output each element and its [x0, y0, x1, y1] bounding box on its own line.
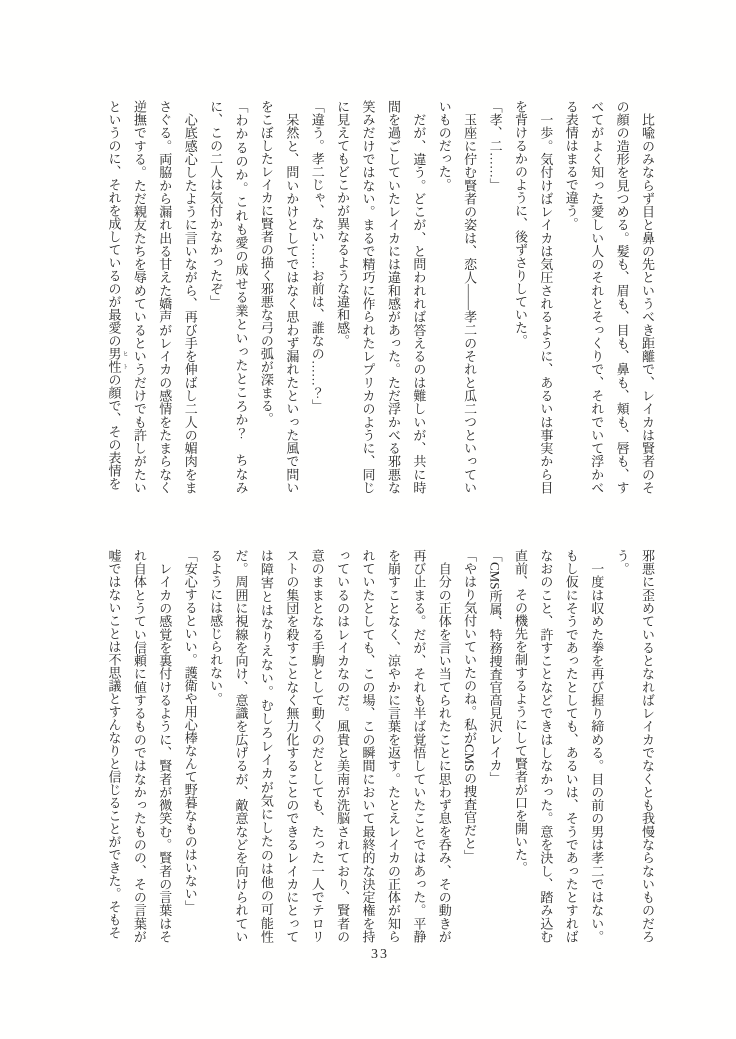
paragraph: レイカの感覚を裏付けるように、賢者が微笑む。賢者の言葉はそれ自体とうてい信頼に値するものではなかったものの、その言葉が嘘ではないことは不思議とすんなりと信じることができた。そもそ	[106, 549, 173, 943]
page-number: 33	[371, 947, 389, 962]
paragraph: 「CMS所属、特務捜査官高見沢レイカ」	[487, 549, 503, 785]
text-block-lower	[100, 549, 660, 943]
paragraph: 自分の正体を言い当てられたことに思わず息を呑み、その動きが再び止まる。だが、それも半ば覚悟していたことではあった。平静を崩すことなく、涼やかに言葉を返す。たとえレイカの正体が知られていたとしても、この場、この瞬間において最終的な決定権を持っているのはレイカなのだ。風貴と美南が洗脳されており、賢者の意のままとなる手駒として動くのだとしても、たった一人でテロリストの集団を殺すことなく無力化することのできるレイカにとっては障害とはなりえない。むしろレイカが気にしたのは他の可能性だ。周囲に視線を向け、意識を広げるが、敵意などを向けられているようには感じられない。	[208, 549, 452, 943]
paragraph: 邪悪に歪めているとなればレイカでなくとも我慢ならないものだろう。	[614, 549, 655, 943]
paragraph: 玉座に佇む賢者の姿は、恋人——孝二のそれと瓜二つといっていいものだった。	[436, 100, 478, 494]
paragraph: 「やはり気付いていたのね。私がCMSの捜査官だと」	[462, 549, 478, 863]
paragraph: 「わかるのか。これも愛の成せる業といったところか？ ちなみに、この二人は気付かなかったぞ」	[208, 100, 249, 494]
paragraph: 一歩。気付けばレイカは気圧されるように、あるいは事実から目を背けるかのように、後ずさりしていた。	[512, 100, 554, 494]
paragraph: だが、違う。どこが、と問われれば答えるのは難しいが、共に時間を過ごしていたレイカには違和感があった。ただ浮かべる邪悪な笑みだけではない。まるで精巧に作られたレプリカのように、同じに見えてもどこかが異なるような違和感。	[335, 100, 427, 494]
text-block-upper	[100, 100, 660, 494]
paragraph: 「孝、二……」	[487, 100, 503, 191]
paragraph: 心底感心したように言いながら、再び手を伸ばし二人の媚肉をまさぐる。両脇から漏れ出る甘えた嬌声がレイカの感情をたまらなく逆撫でする。ただ親友たちを辱めているというだけでも許しがたいというのに、それを成しているのが最愛の男性 ヒトの顔で、その表情を	[106, 100, 198, 494]
paragraph: 「違う。孝二じゃ、ない……お前は、誰なの……？」	[309, 100, 325, 412]
paragraph: 一度は収めた拳を再び握り締める。目の前の男は孝二ではない。もし仮にそうであったとしても、あるいは、そうであったとすればなおのこと、許すことなどできはしなかった。意を決し、踏み込む直前、その機先を制するようにして賢者が口を開いた。	[512, 549, 605, 943]
paragraph: 「安心するといい。護衛や用心棒なんて野暮なものはいない」	[182, 549, 198, 913]
paragraph: 比喩のみならず目と鼻の先というべき距離で、レイカは賢者のその顔の造形を見つめる。髪も、眉も、目も、鼻も、頬も、唇も、すべてがよく知った愛しい人のそれとそっくりで、それでいて浮かべる表情はまるで違う。	[563, 100, 655, 494]
paragraph: 呆然と、問いかけとしてではなく思わず漏れたといった風で問いをこぼしたレイカに賢者の描く邪悪な弓の弧が深まる。	[258, 100, 300, 494]
